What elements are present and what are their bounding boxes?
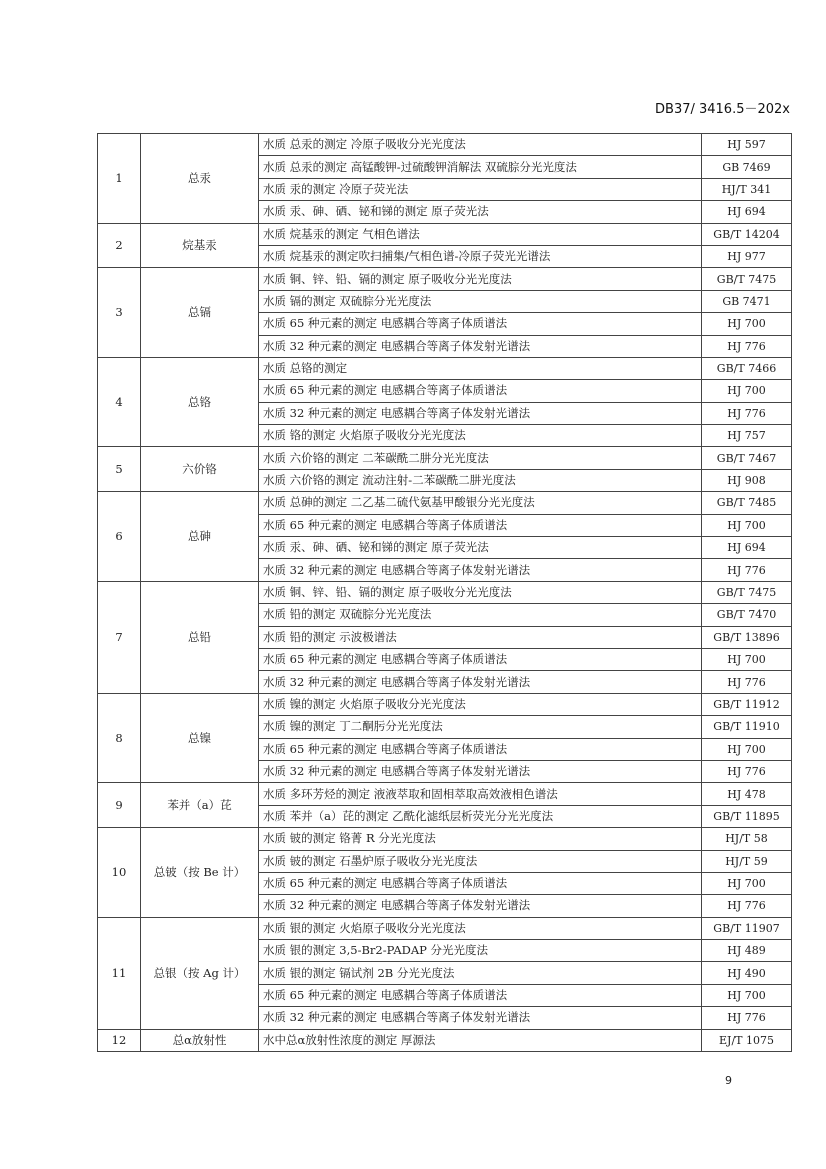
- method-name: 水质 银的测定 火焰原子吸收分光光度法: [259, 917, 702, 939]
- table-row: [98, 783, 792, 805]
- table-body: [98, 134, 792, 1052]
- table-row: [98, 268, 792, 290]
- table-row: [98, 828, 792, 850]
- method-name: 水质 铅的测定 示波极谱法: [259, 626, 702, 648]
- standard-code: HJ 700: [702, 313, 792, 335]
- standard-code: HJ 700: [702, 648, 792, 670]
- method-name: 水质 65 种元素的测定 电感耦合等离子体质谱法: [259, 648, 702, 670]
- standard-code: HJ 597: [702, 134, 792, 156]
- standard-code: GB/T 7470: [702, 604, 792, 626]
- method-name: 水质 65 种元素的测定 电感耦合等离子体质谱法: [259, 738, 702, 760]
- standard-code: GB/T 7475: [702, 581, 792, 603]
- table-row: [98, 357, 792, 379]
- standard-code: HJ 489: [702, 940, 792, 962]
- standard-code: HJ 700: [702, 514, 792, 536]
- standard-code: HJ 694: [702, 537, 792, 559]
- parameter-name: 总铅: [141, 581, 259, 693]
- method-name: 水质 总汞的测定 冷原子吸收分光光度法: [259, 134, 702, 156]
- parameter-name: 总砷: [141, 492, 259, 582]
- standard-code: HJ 757: [702, 425, 792, 447]
- method-name: 水质 65 种元素的测定 电感耦合等离子体质谱法: [259, 514, 702, 536]
- standard-code: HJ/T 58: [702, 828, 792, 850]
- method-name: 水质 65 种元素的测定 电感耦合等离子体质谱法: [259, 984, 702, 1006]
- standard-code: GB/T 11912: [702, 693, 792, 715]
- standard-code: GB/T 7475: [702, 268, 792, 290]
- row-number: 10: [98, 828, 141, 918]
- method-name: 水质 六价铬的测定 二苯碳酰二肼分光光度法: [259, 447, 702, 469]
- standard-code: GB/T 11895: [702, 805, 792, 827]
- method-name: 水质 汞的测定 冷原子荧光法: [259, 178, 702, 200]
- method-name: 水质 32 种元素的测定 电感耦合等离子体发射光谱法: [259, 402, 702, 424]
- method-name: 水质 总砷的测定 二乙基二硫代氨基甲酸银分光光度法: [259, 492, 702, 514]
- method-name: 水质 32 种元素的测定 电感耦合等离子体发射光谱法: [259, 335, 702, 357]
- row-number: 1: [98, 134, 141, 224]
- method-name: 水质 铍的测定 铬菁 R 分光光度法: [259, 828, 702, 850]
- standard-code: GB/T 7467: [702, 447, 792, 469]
- parameter-name: 总铬: [141, 357, 259, 447]
- method-name: 水质 32 种元素的测定 电感耦合等离子体发射光谱法: [259, 1007, 702, 1029]
- table-row: [98, 492, 792, 514]
- method-name: 水质 汞、砷、硒、铋和锑的测定 原子荧光法: [259, 537, 702, 559]
- method-name: 水中总α放射性浓度的测定 厚源法: [259, 1029, 702, 1051]
- method-name: 水质 烷基汞的测定 气相色谱法: [259, 223, 702, 245]
- standard-code: GB/T 11910: [702, 716, 792, 738]
- method-name: 水质 镍的测定 火焰原子吸收分光光度法: [259, 693, 702, 715]
- standard-code: HJ 776: [702, 335, 792, 357]
- standard-code: EJ/T 1075: [702, 1029, 792, 1051]
- standard-code: HJ 776: [702, 760, 792, 782]
- row-number: 6: [98, 492, 141, 582]
- row-number: 12: [98, 1029, 141, 1051]
- method-name: 水质 32 种元素的测定 电感耦合等离子体发射光谱法: [259, 559, 702, 581]
- table-row: [98, 581, 792, 603]
- method-name: 水质 多环芳烃的测定 液液萃取和固相萃取高效液相色谱法: [259, 783, 702, 805]
- method-name: 水质 铍的测定 石墨炉原子吸收分光光度法: [259, 850, 702, 872]
- method-name: 水质 汞、砷、硒、铋和锑的测定 原子荧光法: [259, 201, 702, 223]
- standard-code: HJ 776: [702, 671, 792, 693]
- row-number: 8: [98, 693, 141, 783]
- method-name: 水质 六价铬的测定 流动注射-二苯碳酰二肼光度法: [259, 469, 702, 491]
- standard-code: HJ 700: [702, 984, 792, 1006]
- parameter-name: 苯并（a）芘: [141, 783, 259, 828]
- row-number: 11: [98, 917, 141, 1029]
- parameter-name: 六价铬: [141, 447, 259, 492]
- standard-code: HJ 977: [702, 245, 792, 267]
- parameter-name: 总镉: [141, 268, 259, 358]
- method-name: 水质 烷基汞的测定吹扫捕集/气相色谱-冷原子荧光光谱法: [259, 245, 702, 267]
- row-number: 2: [98, 223, 141, 268]
- row-number: 3: [98, 268, 141, 358]
- method-name: 水质 总汞的测定 高锰酸钾-过硫酸钾消解法 双硫腙分光光度法: [259, 156, 702, 178]
- standard-code: GB/T 14204: [702, 223, 792, 245]
- standard-code: HJ 700: [702, 738, 792, 760]
- standard-code: HJ/T 59: [702, 850, 792, 872]
- method-name: 水质 镉的测定 双硫腙分光光度法: [259, 290, 702, 312]
- standard-code: HJ 776: [702, 559, 792, 581]
- standard-code: GB/T 13896: [702, 626, 792, 648]
- parameter-name: 总镍: [141, 693, 259, 783]
- method-name: 水质 65 种元素的测定 电感耦合等离子体质谱法: [259, 313, 702, 335]
- standard-code: GB 7469: [702, 156, 792, 178]
- document-code: DB37/ 3416.5－202x: [655, 102, 790, 117]
- row-number: 4: [98, 357, 141, 447]
- parameter-name: 总α放射性: [141, 1029, 259, 1051]
- table-row: [98, 134, 792, 156]
- standard-code: HJ 694: [702, 201, 792, 223]
- standard-code: HJ 908: [702, 469, 792, 491]
- parameter-name: 总汞: [141, 134, 259, 224]
- method-name: 水质 铜、锌、铅、镉的测定 原子吸收分光光度法: [259, 581, 702, 603]
- method-name: 水质 铅的测定 双硫腙分光光度法: [259, 604, 702, 626]
- table-row: [98, 693, 792, 715]
- parameter-name: 总银（按 Ag 计）: [141, 917, 259, 1029]
- standard-code: HJ/T 341: [702, 178, 792, 200]
- parameter-name: 总铍（按 Be 计）: [141, 828, 259, 918]
- method-name: 水质 铜、锌、铅、镉的测定 原子吸收分光光度法: [259, 268, 702, 290]
- method-name: 水质 镍的测定 丁二酮肟分光光度法: [259, 716, 702, 738]
- table-row: [98, 447, 792, 469]
- row-number: 7: [98, 581, 141, 693]
- standard-code: HJ 776: [702, 895, 792, 917]
- standard-code: GB 7471: [702, 290, 792, 312]
- standard-code: GB/T 7485: [702, 492, 792, 514]
- method-name: 水质 32 种元素的测定 电感耦合等离子体发射光谱法: [259, 895, 702, 917]
- row-number: 9: [98, 783, 141, 828]
- standard-code: HJ 490: [702, 962, 792, 984]
- page-number: 9: [725, 1074, 732, 1087]
- method-name: 水质 总铬的测定: [259, 357, 702, 379]
- method-name: 水质 65 种元素的测定 电感耦合等离子体质谱法: [259, 380, 702, 402]
- parameter-name: 烷基汞: [141, 223, 259, 268]
- method-name: 水质 32 种元素的测定 电感耦合等离子体发射光谱法: [259, 671, 702, 693]
- standard-code: GB/T 11907: [702, 917, 792, 939]
- table-row: [98, 917, 792, 939]
- standard-code: HJ 700: [702, 872, 792, 894]
- standard-code: GB/T 7466: [702, 357, 792, 379]
- standard-code: HJ 700: [702, 380, 792, 402]
- standards-table: [97, 133, 792, 1052]
- table-row: [98, 223, 792, 245]
- standard-code: HJ 478: [702, 783, 792, 805]
- method-name: 水质 银的测定 镉试剂 2B 分光光度法: [259, 962, 702, 984]
- row-number: 5: [98, 447, 141, 492]
- method-name: 水质 苯并（a）芘的测定 乙酰化滤纸层析荧光分光光度法: [259, 805, 702, 827]
- standard-code: HJ 776: [702, 1007, 792, 1029]
- method-name: 水质 32 种元素的测定 电感耦合等离子体发射光谱法: [259, 760, 702, 782]
- standard-code: HJ 776: [702, 402, 792, 424]
- table-row: [98, 1029, 792, 1051]
- method-name: 水质 银的测定 3,5-Br2-PADAP 分光光度法: [259, 940, 702, 962]
- method-name: 水质 65 种元素的测定 电感耦合等离子体质谱法: [259, 872, 702, 894]
- method-name: 水质 铬的测定 火焰原子吸收分光光度法: [259, 425, 702, 447]
